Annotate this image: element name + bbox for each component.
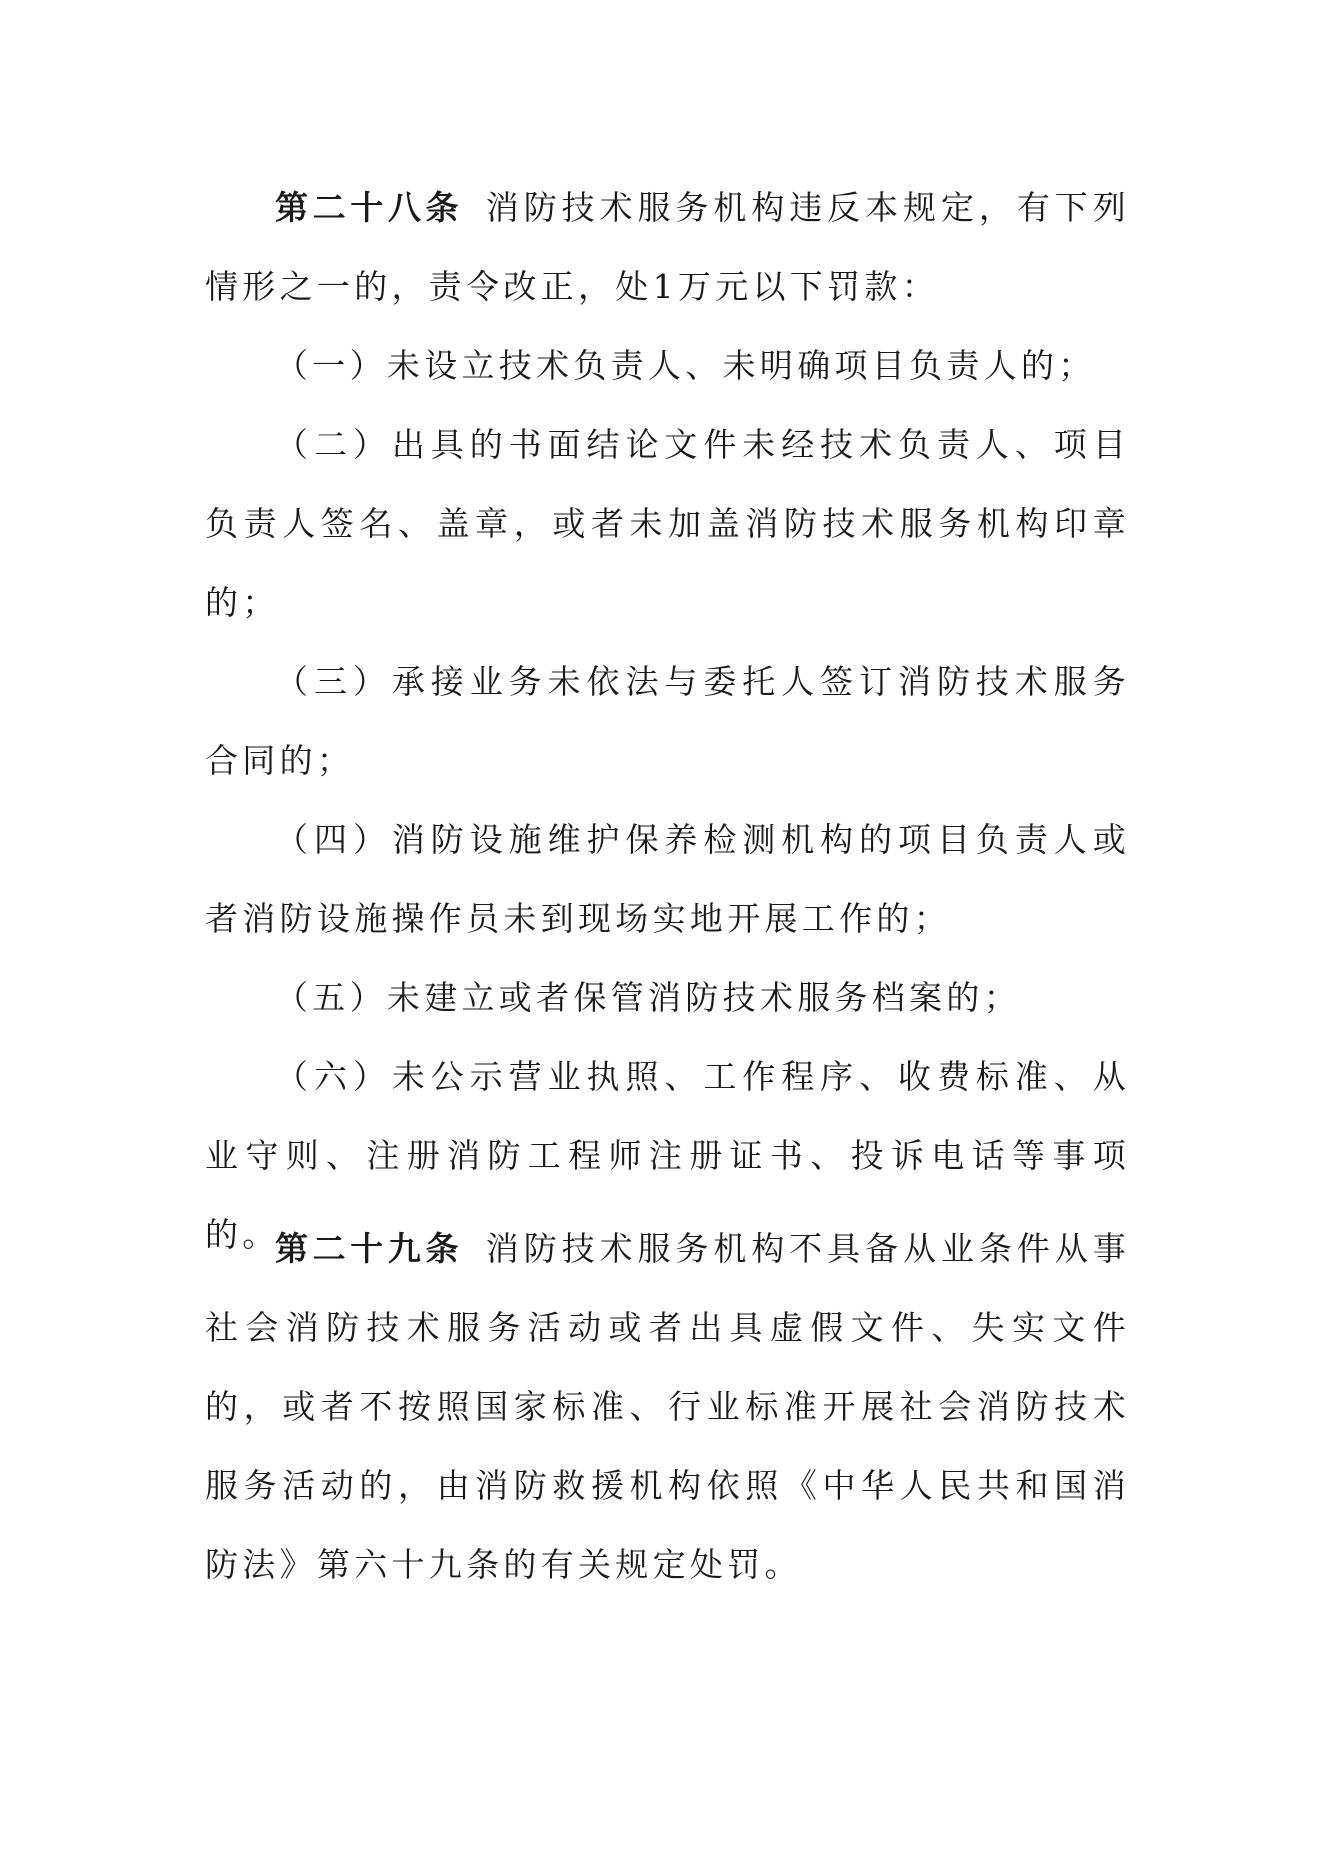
article-29-intro: 消防技术服务机构不具备从业条件从事社会消防技术服务活动或者出具虚假文件、失实文件的，或者不按照国家标准、行业标准开展社会消防技术服务活动的，由消防救援机构依照《中华人民共和国消防法》第六十九条的有关规定处罚。 (205, 1229, 1131, 1584)
article-28-item-4: （四）消防设施维护保养检测机构的项目负责人或者消防设施操作员未到现场实地开展工作的； (205, 820, 1130, 938)
article-28-item-2: （二）出具的书面结论文件未经技术负责人、项目负责人签名、盖章，或者未加盖消防技术服务机构印章的； (205, 425, 1130, 622)
article-28-item-5: （五）未建立或者保管消防技术服务档案的； (275, 978, 1021, 1017)
article-28 (205, 168, 1130, 1274)
article-28-intro-paragraph (205, 168, 1130, 326)
article-29-intro-paragraph (205, 1209, 1130, 1604)
article-29 (205, 1209, 1130, 1604)
article-29-heading: 第二十九条 (275, 1229, 464, 1268)
article-28-item-3: （三）承接业务未依法与委托人签订消防技术服务合同的； (205, 662, 1130, 780)
article-28-item-6: （六）未公示营业执照、工作程序、收费标准、从业守则、注册消防工程师注册证书、投诉电话等事项的。 (205, 1057, 1130, 1254)
article-28-intro: 消防技术服务机构违反本规定，有下列情形之一的，责令改正，处1万元以下罚款： (205, 188, 1131, 306)
article-28-heading: 第二十八条 (275, 188, 464, 227)
article-28-item-1: （一）未设立技术负责人、未明确项目负责人的； (275, 346, 1096, 385)
